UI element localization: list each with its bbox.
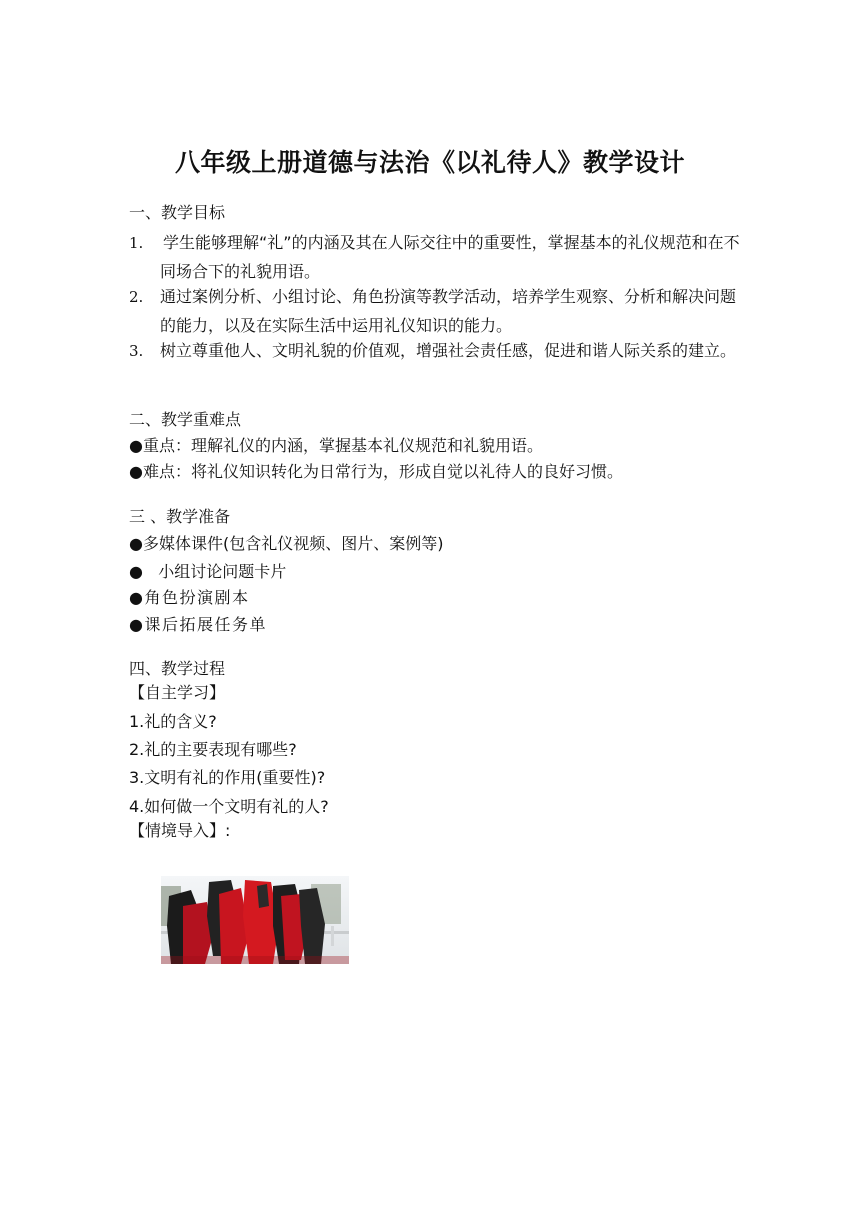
question-item: 1.礼的含义? [129,712,217,731]
list-number: 1. [129,234,144,252]
preparation-item: ●课后拓展任务单 [129,615,267,634]
section-heading-objectives: 一、教学目标 [129,203,226,222]
scenario-intro-label: 【情境导入】: [129,821,231,840]
section-heading-process: 四、教学过程 [129,659,226,678]
keypoint-item: ●重点：理解礼仪的内涵，掌握基本礼仪规范和礼貌用语。 [129,436,543,455]
question-item: 3.文明有礼的作用(重要性)? [129,768,326,787]
question-item: 4.如何做一个文明有礼的人? [129,797,329,816]
section-heading-keypoints: 二、教学重难点 [129,410,242,429]
objective-item-2: 通过案例分析、小组讨论、角色扮演等教学活动，培养学生观察、分析和解决问题的能力，以及在实际生活中运用礼仪知识的能力。 [160,287,737,335]
section-heading-preparation: 三 、教学准备 [129,507,231,526]
self-study-label: 【自主学习】 [129,683,226,702]
list-number: 3. [129,342,144,360]
question-item: 2.礼的主要表现有哪些? [129,740,297,759]
page-title: 八年级上册道德与法治《以礼待人》教学设计 [174,148,685,177]
objective-item-3: 树立尊重他人、文明礼貌的价值观，增强社会责任感，促进和谐人际关系的建立。 [160,341,737,360]
preparation-item: ●角色扮演剧本 [129,588,250,607]
objective-item-1: 学生能够理解“礼”的内涵及其在人际交往中的重要性，掌握基本的礼仪规范和在不同场合下的礼貌用语。 [160,233,740,281]
preparation-item: ● 小组讨论问题卡片 [129,562,287,581]
difficulty-item: ●难点：将礼仪知识转化为日常行为，形成自觉以礼待人的良好习惯。 [129,462,623,481]
list-number: 2. [129,288,144,306]
etiquette-ceremony-photo [161,876,349,964]
preparation-item: ●多媒体课件(包含礼仪视频、图片、案例等) [129,534,444,553]
